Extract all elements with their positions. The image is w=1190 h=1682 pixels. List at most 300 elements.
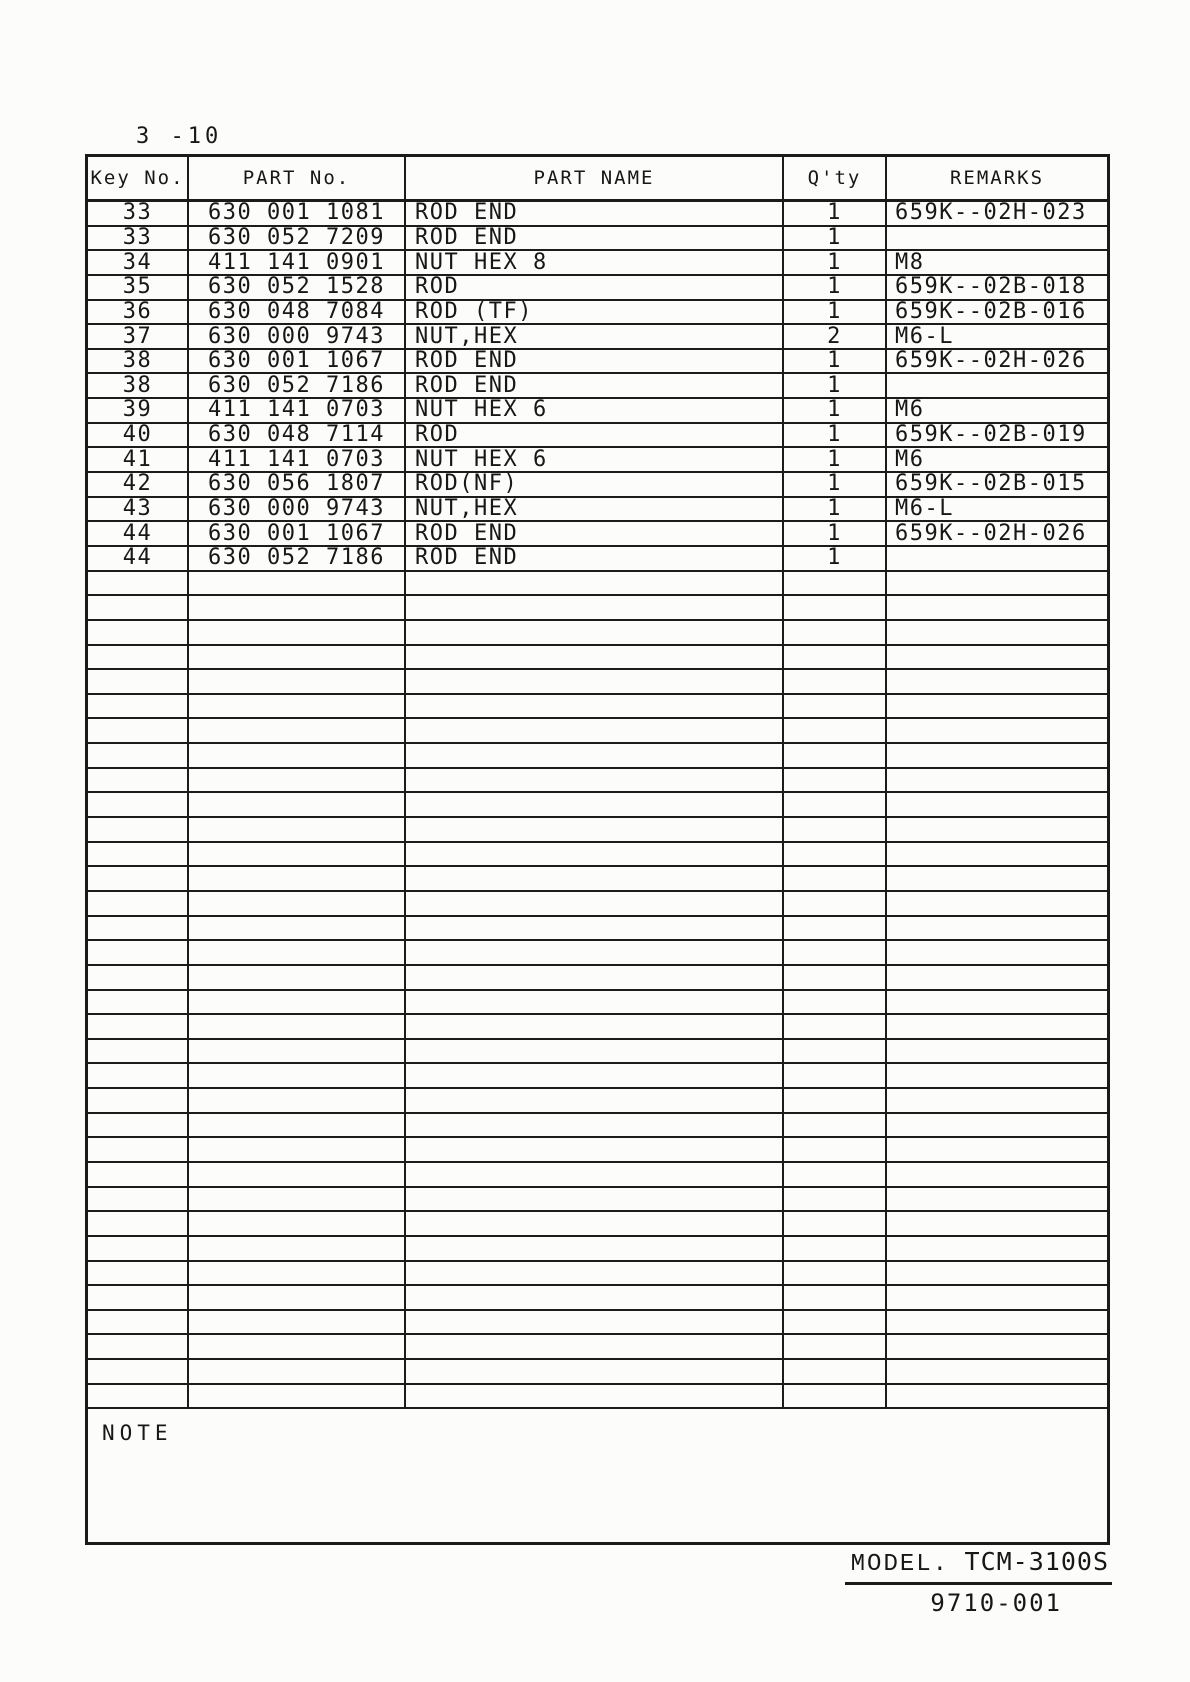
cell-qty: 1 bbox=[782, 227, 885, 250]
cell-remarks bbox=[885, 917, 1107, 940]
cell-qty: 1 bbox=[782, 374, 885, 397]
cell-remarks bbox=[885, 867, 1107, 890]
header-qty: Q'ty bbox=[782, 157, 885, 199]
cell-qty bbox=[782, 917, 885, 940]
cell-key-no bbox=[88, 793, 187, 816]
table-row bbox=[88, 498, 1107, 523]
empty-table-row bbox=[88, 1262, 1107, 1287]
cell-remarks: 659K--02H-026 bbox=[885, 522, 1107, 545]
cell-qty bbox=[782, 941, 885, 964]
empty-table-row bbox=[88, 1040, 1107, 1065]
cell-qty bbox=[782, 695, 885, 718]
cell-part-name bbox=[404, 695, 782, 718]
cell-key-no bbox=[88, 769, 187, 792]
cell-part-no bbox=[187, 966, 404, 989]
cell-key-no bbox=[88, 966, 187, 989]
cell-part-name bbox=[404, 1163, 782, 1186]
empty-table-row bbox=[88, 793, 1107, 818]
header-part-no: PART No. bbox=[187, 157, 404, 199]
header-key-no: Key No. bbox=[90, 167, 185, 189]
cell-qty bbox=[782, 769, 885, 792]
cell-key-no: 44 bbox=[122, 546, 153, 570]
empty-table-row bbox=[88, 1015, 1107, 1040]
cell-part-no bbox=[187, 818, 404, 841]
cell-qty bbox=[782, 1311, 885, 1334]
table-row bbox=[88, 522, 1107, 547]
cell-qty: 1 bbox=[782, 202, 885, 225]
cell-part-name bbox=[404, 744, 782, 767]
cell-qty bbox=[782, 793, 885, 816]
cell-qty: 1 bbox=[782, 350, 885, 373]
cell-remarks bbox=[885, 892, 1107, 915]
cell-qty bbox=[782, 621, 885, 644]
cell-remarks: 659K--02B-019 bbox=[885, 424, 1107, 447]
cell-qty: 1 bbox=[782, 301, 885, 324]
cell-remarks bbox=[885, 793, 1107, 816]
cell-part-no bbox=[187, 1188, 404, 1211]
cell-key-no bbox=[88, 1335, 187, 1358]
table-row bbox=[88, 325, 1107, 350]
cell-part-no bbox=[187, 1385, 404, 1408]
cell-part-no: 630 048 7114 bbox=[187, 424, 404, 447]
cell-qty bbox=[782, 1237, 885, 1260]
cell-remarks bbox=[885, 646, 1107, 669]
cell-part-name bbox=[404, 1385, 782, 1408]
cell-part-name bbox=[404, 867, 782, 890]
table-row bbox=[88, 374, 1107, 399]
cell-key-no bbox=[88, 843, 187, 866]
cell-key-no bbox=[88, 1089, 187, 1112]
cell-part-no bbox=[187, 1335, 404, 1358]
cell-key-no bbox=[88, 917, 187, 940]
cell-qty bbox=[782, 1114, 885, 1137]
cell-part-no: 411 141 0901 bbox=[187, 251, 404, 274]
cell-qty: 1 bbox=[782, 448, 885, 471]
cell-key-no: 38 bbox=[122, 349, 153, 373]
cell-key-no: 42 bbox=[122, 473, 153, 496]
cell-key-no bbox=[88, 1286, 187, 1309]
cell-remarks bbox=[885, 621, 1107, 644]
table-row bbox=[88, 227, 1107, 252]
cell-qty: 1 bbox=[782, 399, 885, 422]
cell-part-no: 630 052 1528 bbox=[187, 276, 404, 299]
cell-part-name: ROD (TF) bbox=[404, 301, 782, 324]
table-row bbox=[88, 276, 1107, 301]
cell-part-no bbox=[187, 646, 404, 669]
cell-part-name: ROD END bbox=[404, 547, 782, 570]
table-body bbox=[88, 202, 1107, 1409]
cell-remarks bbox=[885, 1040, 1107, 1063]
cell-remarks bbox=[885, 374, 1107, 397]
cell-part-name bbox=[404, 670, 782, 693]
cell-key-no bbox=[88, 941, 187, 964]
cell-part-name: ROD END bbox=[404, 374, 782, 397]
cell-remarks bbox=[885, 818, 1107, 841]
cell-key-no bbox=[88, 1212, 187, 1235]
cell-part-name bbox=[404, 917, 782, 940]
cell-remarks: 659K--02H-023 bbox=[885, 202, 1107, 225]
empty-table-row bbox=[88, 670, 1107, 695]
cell-part-no bbox=[187, 719, 404, 742]
cell-qty: 1 bbox=[782, 547, 885, 570]
empty-table-row bbox=[88, 1335, 1107, 1360]
header-remarks: REMARKS bbox=[885, 157, 1107, 199]
cell-part-no bbox=[187, 1163, 404, 1186]
cell-part-name bbox=[404, 1262, 782, 1285]
cell-part-name: ROD END bbox=[404, 202, 782, 225]
cell-part-name bbox=[404, 769, 782, 792]
cell-qty bbox=[782, 1286, 885, 1309]
table-header-row bbox=[88, 157, 1107, 202]
model-value: TCM-3100S bbox=[964, 1547, 1109, 1576]
cell-part-name bbox=[404, 1089, 782, 1112]
header-part-name: PART NAME bbox=[404, 157, 782, 199]
cell-key-no: 40 bbox=[122, 423, 153, 447]
cell-part-name bbox=[404, 793, 782, 816]
cell-part-name: NUT HEX 6 bbox=[404, 399, 782, 422]
cell-part-name bbox=[404, 1138, 782, 1161]
cell-remarks: 659K--02H-026 bbox=[885, 350, 1107, 373]
cell-part-no bbox=[187, 941, 404, 964]
cell-qty bbox=[782, 1015, 885, 1038]
cell-remarks bbox=[885, 769, 1107, 792]
empty-table-row bbox=[88, 572, 1107, 597]
table-row bbox=[88, 399, 1107, 424]
cell-part-name: NUT HEX 6 bbox=[404, 448, 782, 471]
cell-qty bbox=[782, 1163, 885, 1186]
empty-table-row bbox=[88, 843, 1107, 868]
cell-key-no: 37 bbox=[122, 325, 153, 348]
cell-qty: 1 bbox=[782, 276, 885, 299]
cell-remarks bbox=[885, 1089, 1107, 1112]
cell-part-name bbox=[404, 941, 782, 964]
cell-qty bbox=[782, 818, 885, 841]
cell-part-name bbox=[404, 1212, 782, 1235]
cell-remarks bbox=[885, 1262, 1107, 1285]
cell-part-name: ROD bbox=[404, 276, 782, 299]
cell-qty bbox=[782, 1188, 885, 1211]
cell-remarks bbox=[885, 744, 1107, 767]
cell-qty bbox=[782, 867, 885, 890]
cell-remarks bbox=[885, 1360, 1107, 1383]
cell-part-no: 630 052 7186 bbox=[187, 547, 404, 570]
cell-key-no bbox=[88, 719, 187, 742]
cell-part-name: NUT,HEX bbox=[404, 325, 782, 348]
cell-key-no bbox=[88, 1138, 187, 1161]
cell-remarks bbox=[885, 1212, 1107, 1235]
cell-qty: 1 bbox=[782, 251, 885, 274]
empty-table-row bbox=[88, 1089, 1107, 1114]
cell-qty bbox=[782, 1262, 885, 1285]
cell-part-name bbox=[404, 646, 782, 669]
cell-part-name bbox=[404, 1015, 782, 1038]
cell-part-no: 630 048 7084 bbox=[187, 301, 404, 324]
cell-key-no bbox=[88, 1237, 187, 1260]
cell-key-no bbox=[88, 1360, 187, 1383]
empty-table-row bbox=[88, 719, 1107, 744]
cell-qty bbox=[782, 892, 885, 915]
empty-table-row bbox=[88, 596, 1107, 621]
cell-part-name bbox=[404, 1335, 782, 1358]
cell-key-no: 41 bbox=[122, 448, 153, 472]
cell-key-no bbox=[88, 818, 187, 841]
cell-part-no bbox=[187, 1114, 404, 1137]
cell-key-no bbox=[88, 892, 187, 915]
cell-part-no bbox=[187, 892, 404, 915]
cell-qty bbox=[782, 1360, 885, 1383]
table-row bbox=[88, 424, 1107, 449]
empty-table-row bbox=[88, 1237, 1107, 1262]
cell-key-no bbox=[88, 1188, 187, 1211]
doc-number: 9710-001 bbox=[930, 1589, 1062, 1617]
parts-table bbox=[85, 154, 1110, 1545]
cell-key-no bbox=[88, 867, 187, 890]
page-number: 3 -10 bbox=[136, 124, 223, 149]
cell-part-name bbox=[404, 892, 782, 915]
cell-part-no bbox=[187, 596, 404, 619]
cell-remarks bbox=[885, 596, 1107, 619]
cell-key-no bbox=[88, 621, 187, 644]
table-row bbox=[88, 350, 1107, 375]
cell-remarks bbox=[885, 1385, 1107, 1408]
cell-key-no: 33 bbox=[122, 202, 153, 225]
cell-part-name bbox=[404, 621, 782, 644]
cell-part-no bbox=[187, 1015, 404, 1038]
cell-part-no bbox=[187, 867, 404, 890]
cell-part-name bbox=[404, 1286, 782, 1309]
cell-qty bbox=[782, 646, 885, 669]
table-row bbox=[88, 202, 1107, 227]
cell-part-name bbox=[404, 966, 782, 989]
cell-qty bbox=[782, 991, 885, 1014]
cell-qty bbox=[782, 719, 885, 742]
cell-part-no: 411 141 0703 bbox=[187, 448, 404, 471]
cell-remarks: M6-L bbox=[885, 325, 1107, 348]
cell-qty bbox=[782, 1385, 885, 1408]
cell-remarks bbox=[885, 1138, 1107, 1161]
cell-part-name bbox=[404, 1064, 782, 1087]
cell-key-no: 36 bbox=[122, 300, 153, 324]
empty-table-row bbox=[88, 1188, 1107, 1213]
cell-part-no bbox=[187, 1311, 404, 1334]
empty-table-row bbox=[88, 991, 1107, 1016]
cell-part-no bbox=[187, 695, 404, 718]
model-label: MODEL. bbox=[850, 1551, 950, 1578]
cell-qty bbox=[782, 670, 885, 693]
cell-remarks: 659K--02B-016 bbox=[885, 301, 1107, 324]
cell-key-no: 43 bbox=[122, 497, 153, 521]
cell-part-name: ROD END bbox=[404, 522, 782, 545]
cell-qty: 1 bbox=[782, 473, 885, 496]
cell-remarks: M6-L bbox=[885, 498, 1107, 521]
cell-part-name bbox=[404, 1114, 782, 1137]
cell-qty: 1 bbox=[782, 424, 885, 447]
cell-part-name bbox=[404, 1360, 782, 1383]
cell-key-no bbox=[88, 596, 187, 619]
cell-part-no bbox=[187, 744, 404, 767]
cell-part-name bbox=[404, 719, 782, 742]
cell-part-no bbox=[187, 1286, 404, 1309]
cell-part-no bbox=[187, 1237, 404, 1260]
cell-part-name: ROD END bbox=[404, 227, 782, 250]
table-row bbox=[88, 448, 1107, 473]
note-box bbox=[88, 1409, 1107, 1542]
cell-part-no bbox=[187, 1089, 404, 1112]
cell-qty bbox=[782, 1089, 885, 1112]
cell-part-no: 630 052 7209 bbox=[187, 227, 404, 250]
cell-remarks bbox=[885, 1064, 1107, 1087]
empty-table-row bbox=[88, 1286, 1107, 1311]
cell-remarks bbox=[885, 941, 1107, 964]
cell-part-no bbox=[187, 917, 404, 940]
cell-key-no bbox=[88, 1163, 187, 1186]
cell-part-no bbox=[187, 1262, 404, 1285]
cell-key-no bbox=[88, 646, 187, 669]
cell-key-no bbox=[88, 1114, 187, 1137]
cell-part-name bbox=[404, 1188, 782, 1211]
cell-remarks bbox=[885, 1237, 1107, 1260]
cell-remarks bbox=[885, 843, 1107, 866]
cell-part-no bbox=[187, 670, 404, 693]
cell-key-no bbox=[88, 670, 187, 693]
empty-table-row bbox=[88, 917, 1107, 942]
empty-table-row bbox=[88, 695, 1107, 720]
cell-remarks bbox=[885, 572, 1107, 595]
cell-part-no bbox=[187, 793, 404, 816]
empty-table-row bbox=[88, 1138, 1107, 1163]
model-line bbox=[845, 1547, 1112, 1585]
note-label: NOTE bbox=[102, 1421, 173, 1446]
cell-key-no: 33 bbox=[122, 226, 153, 250]
empty-table-row bbox=[88, 1064, 1107, 1089]
cell-part-name bbox=[404, 596, 782, 619]
empty-table-row bbox=[88, 1385, 1107, 1410]
cell-remarks: 659K--02B-018 bbox=[885, 276, 1107, 299]
cell-remarks: M8 bbox=[885, 251, 1107, 274]
cell-key-no: 35 bbox=[122, 275, 153, 299]
cell-key-no bbox=[88, 695, 187, 718]
empty-table-row bbox=[88, 621, 1107, 646]
cell-part-no: 630 000 9743 bbox=[187, 498, 404, 521]
cell-part-no bbox=[187, 1138, 404, 1161]
cell-key-no: 34 bbox=[122, 251, 153, 274]
cell-key-no bbox=[88, 991, 187, 1014]
cell-part-no: 411 141 0703 bbox=[187, 399, 404, 422]
cell-qty: 2 bbox=[782, 325, 885, 348]
cell-remarks bbox=[885, 1286, 1107, 1309]
cell-key-no: 39 bbox=[122, 399, 153, 422]
cell-remarks bbox=[885, 1114, 1107, 1137]
cell-qty bbox=[782, 572, 885, 595]
cell-remarks bbox=[885, 1188, 1107, 1211]
empty-table-row bbox=[88, 1212, 1107, 1237]
cell-part-name: NUT,HEX bbox=[404, 498, 782, 521]
cell-remarks bbox=[885, 1015, 1107, 1038]
cell-qty: 1 bbox=[782, 522, 885, 545]
cell-qty: 1 bbox=[782, 498, 885, 521]
cell-part-name bbox=[404, 843, 782, 866]
cell-part-name bbox=[404, 1040, 782, 1063]
cell-qty bbox=[782, 1335, 885, 1358]
empty-table-row bbox=[88, 818, 1107, 843]
cell-part-name bbox=[404, 818, 782, 841]
cell-part-no bbox=[187, 1212, 404, 1235]
cell-part-no bbox=[187, 991, 404, 1014]
cell-key-no bbox=[88, 1015, 187, 1038]
cell-part-no bbox=[187, 572, 404, 595]
empty-table-row bbox=[88, 1311, 1107, 1336]
cell-qty bbox=[782, 966, 885, 989]
cell-qty bbox=[782, 843, 885, 866]
cell-part-no bbox=[187, 1064, 404, 1087]
cell-part-no bbox=[187, 1360, 404, 1383]
empty-table-row bbox=[88, 941, 1107, 966]
cell-qty bbox=[782, 1138, 885, 1161]
empty-table-row bbox=[88, 867, 1107, 892]
cell-part-name bbox=[404, 1237, 782, 1260]
cell-part-no: 630 000 9743 bbox=[187, 325, 404, 348]
cell-part-no bbox=[187, 1040, 404, 1063]
cell-part-no: 630 001 1067 bbox=[187, 350, 404, 373]
cell-remarks bbox=[885, 695, 1107, 718]
cell-part-no bbox=[187, 621, 404, 644]
table-row bbox=[88, 301, 1107, 326]
cell-remarks: M6 bbox=[885, 399, 1107, 422]
empty-table-row bbox=[88, 769, 1107, 794]
empty-table-row bbox=[88, 744, 1107, 769]
cell-remarks bbox=[885, 227, 1107, 250]
empty-table-row bbox=[88, 646, 1107, 671]
cell-key-no bbox=[88, 1311, 187, 1334]
empty-table-row bbox=[88, 966, 1107, 991]
table-row bbox=[88, 547, 1107, 572]
cell-key-no bbox=[88, 1385, 187, 1408]
cell-part-name bbox=[404, 572, 782, 595]
cell-remarks: M6 bbox=[885, 448, 1107, 471]
cell-remarks bbox=[885, 991, 1107, 1014]
cell-part-name: ROD END bbox=[404, 350, 782, 373]
cell-key-no: 38 bbox=[122, 374, 153, 398]
cell-part-name bbox=[404, 991, 782, 1014]
cell-part-name: ROD(NF) bbox=[404, 473, 782, 496]
cell-remarks: 659K--02B-015 bbox=[885, 473, 1107, 496]
cell-part-name bbox=[404, 1311, 782, 1334]
cell-part-no bbox=[187, 843, 404, 866]
footer bbox=[845, 1547, 1112, 1617]
cell-part-name: NUT HEX 8 bbox=[404, 251, 782, 274]
cell-remarks bbox=[885, 719, 1107, 742]
table-row bbox=[88, 473, 1107, 498]
table-row bbox=[88, 251, 1107, 276]
empty-table-row bbox=[88, 1360, 1107, 1385]
cell-remarks bbox=[885, 1163, 1107, 1186]
cell-qty bbox=[782, 596, 885, 619]
cell-part-name: ROD bbox=[404, 424, 782, 447]
cell-qty bbox=[782, 744, 885, 767]
cell-qty bbox=[782, 1040, 885, 1063]
empty-table-row bbox=[88, 892, 1107, 917]
cell-key-no bbox=[88, 1064, 187, 1087]
cell-key-no bbox=[88, 572, 187, 595]
cell-part-no: 630 001 1081 bbox=[187, 202, 404, 225]
cell-part-no: 630 001 1067 bbox=[187, 522, 404, 545]
cell-remarks bbox=[885, 670, 1107, 693]
cell-remarks bbox=[885, 966, 1107, 989]
cell-key-no bbox=[88, 744, 187, 767]
empty-table-row bbox=[88, 1163, 1107, 1188]
cell-remarks bbox=[885, 1311, 1107, 1334]
cell-part-no: 630 056 1807 bbox=[187, 473, 404, 496]
